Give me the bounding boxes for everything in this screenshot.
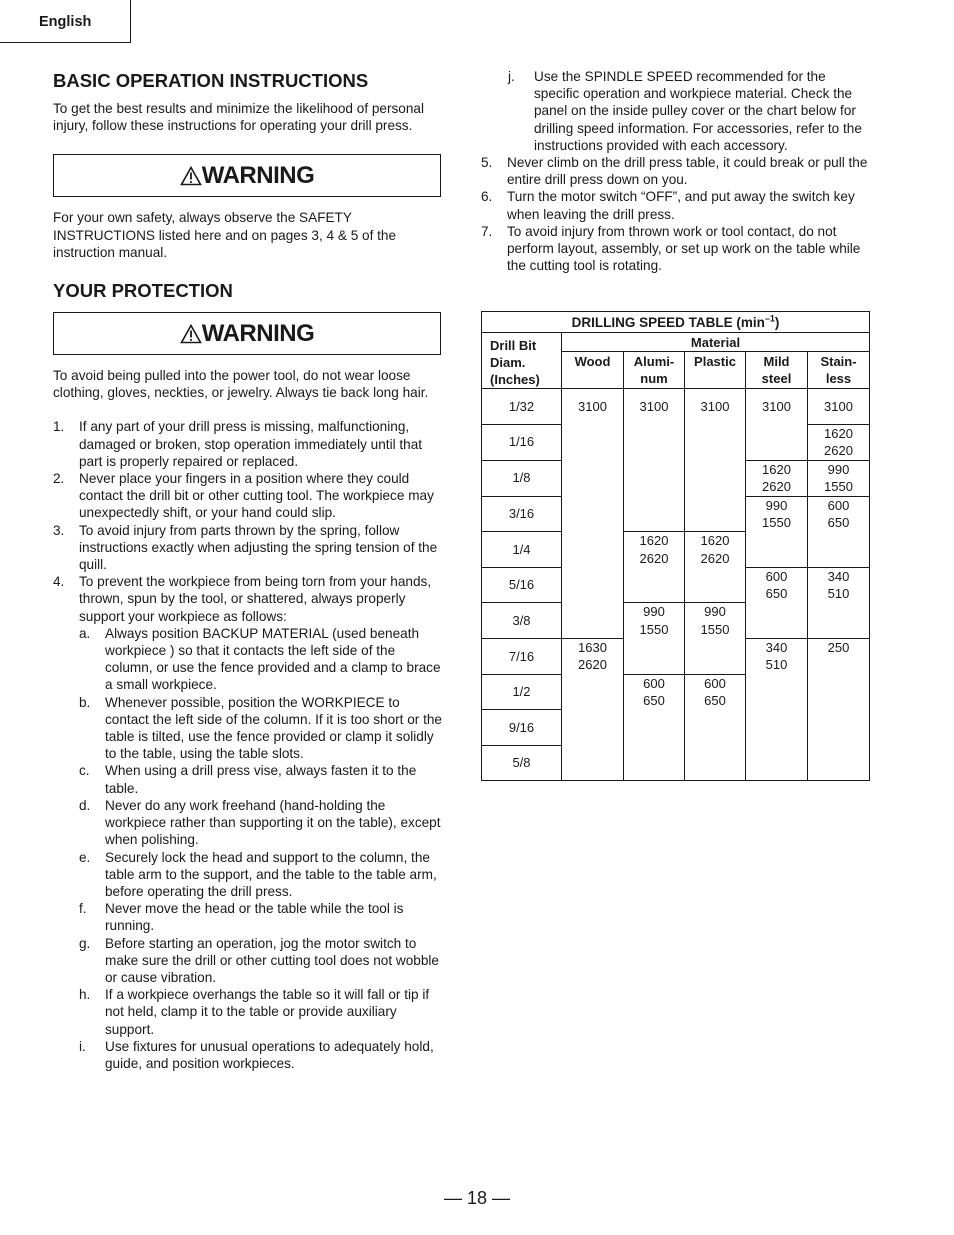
list-item: g. Before starting an operation, jog the motor switch to make sure the drill or other cutting tool does not wobble or cause vibration. bbox=[79, 935, 439, 985]
stainless-speed-cell: 990 1550 bbox=[808, 460, 870, 496]
list-item: e. Securely lock the head and support to the column, the table arm to the support, and the table to the table arm, before operating the drill press. bbox=[79, 849, 437, 899]
list-item: c. When using a drill press vise, always fasten it to the table. bbox=[79, 763, 417, 796]
wood-speed-cell: 1630 2620 bbox=[562, 638, 624, 780]
warning-triangle-icon bbox=[180, 166, 202, 186]
size-cell: 5/16 bbox=[482, 567, 562, 603]
mild-steel-speed-cell: 340 510 bbox=[746, 638, 808, 780]
plastic-speed-cell: 990 1550 bbox=[685, 603, 746, 674]
list-item: h. If a workpiece overhangs the table so it will fall or tip if not held, clamp it to the table or provide auxiliary support. bbox=[79, 987, 430, 1037]
warning-label-1: WARNING bbox=[201, 161, 315, 189]
page-number: — 18 — bbox=[443, 1188, 511, 1208]
instruction-list bbox=[53, 418, 443, 1072]
plastic-speed-cell: 3100 bbox=[685, 389, 746, 532]
size-cell: 1/4 bbox=[482, 532, 562, 568]
stainless-speed-cell: 250 bbox=[808, 638, 870, 780]
mild-steel-speed-cell: 990 1550 bbox=[746, 496, 808, 567]
spindle-speed-sublist bbox=[481, 68, 873, 154]
warning-label-2: WARNING bbox=[201, 319, 315, 347]
size-cell: 1/32 bbox=[482, 389, 562, 425]
aluminum-speed-cell: 600 650 bbox=[624, 674, 685, 781]
drill-bit-diameter-header: Drill Bit Diam. (Inches) bbox=[482, 333, 562, 389]
list-item: b. Whenever possible, position the WORKPIECE to contact the left side of the column. If it is too short or the table is tilted, use the fence provided or clamp it solidly to the table, using the table slots. bbox=[79, 694, 442, 762]
plastic-speed-cell: 600 650 bbox=[685, 674, 746, 781]
size-cell: 7/16 bbox=[482, 638, 562, 674]
mild-steel-speed-cell: 3100 bbox=[746, 389, 808, 461]
size-cell: 1/8 bbox=[482, 460, 562, 496]
section-heading-basic-operation: BASIC OPERATION INSTRUCTIONS bbox=[53, 70, 369, 91]
mild-steel-header: Mild steel bbox=[746, 352, 808, 389]
list-item: 3. To avoid injury from parts thrown by the spring, follow instructions exactly when adjusting the spring tension of the quill. bbox=[53, 522, 438, 573]
section-heading-your-protection: YOUR PROTECTION bbox=[53, 280, 233, 302]
list-item: 5. Never climb on the drill press table, it could break or pull the entire drill press down on you. bbox=[481, 155, 868, 188]
list-item: 1. If any part of your drill press is missing, malfunctioning, damaged or broken, stop operation immediately until that part is properly repaired or replaced. bbox=[53, 419, 423, 469]
table-title: DRILLING SPEED TABLE $(\min^{-1})$ bbox=[482, 312, 870, 333]
aluminum-speed-cell: 1620 2620 bbox=[624, 532, 685, 603]
protection-note-paragraph: To avoid being pulled into the power tool, do not wear loose clothing, gloves, neckties, or jewelry. Always tie back long hair. bbox=[53, 368, 429, 401]
left-column bbox=[53, 69, 443, 1072]
aluminum-header: Alumi- num bbox=[624, 352, 685, 389]
stainless-header: Stain- less bbox=[808, 352, 870, 389]
list-item: 2. Never place your fingers in a position where they could contact the drill bit or other cutting tool. The workpiece may unexpectedly shift, or your hand could slip. bbox=[53, 471, 434, 521]
wood-speed-cell: 3100 bbox=[562, 389, 624, 639]
list-item: i. Use fixtures for unusual operations to adequately hold, guide, and position workpieces. bbox=[79, 1038, 434, 1071]
mild-steel-speed-cell: 600 650 bbox=[746, 567, 808, 638]
warning-box-1 bbox=[53, 154, 441, 197]
mild-steel-speed-cell: 1620 2620 bbox=[746, 460, 808, 496]
plastic-header: Plastic bbox=[685, 352, 746, 389]
list-item: f. Never move the head or the table while the tool is running. bbox=[79, 901, 404, 934]
workpiece-support-sublist bbox=[79, 625, 443, 1072]
warning-box-2 bbox=[53, 312, 441, 355]
size-cell: 3/8 bbox=[482, 603, 562, 639]
language-label: English bbox=[39, 14, 92, 30]
language-tab bbox=[0, 0, 131, 43]
list-item: 4. To prevent the workpiece from being torn from your hands, thrown, spun by the tool, or shattered, always properly support your workpiece as follows: a. Always position BACKUP MATERIAL (used beneath workpiece ) so that it contacts the left side of the column, or use the fence provided and a clamp to brace a small workpiece. b. Whenever possible, position the WORKPIECE to contact the left side of the column. If it is too short or the table is tilted, use the fence provided or clamp it solidly to the table, using the table slots. c. When using a drill press vise, always fasten it to the table. d. Never do any work freehand (hand-holding the workpiece rather than supporting it on the table), except when polishing. e. Securely lock the head and support to the column, the table arm to the support, and the table to the table arm, before operating the drill press. f. Never move the head or the table while the tool is running. g. Before starting an operation, jog the motor switch to make sure the drill or other cutting tool does not wobble or cause vibration. h. If a workpiece overhangs the table so it will fall or tip if not held, clamp it to the table or provide auxiliary support. i. Use fixtures for unusual operations to adequately hold, guide, and position workpieces. bbox=[53, 574, 442, 1071]
stainless-speed-cell: 3100 bbox=[808, 389, 870, 425]
stainless-speed-cell: 1620 2620 bbox=[808, 424, 870, 460]
plastic-speed-cell: 1620 2620 bbox=[685, 532, 746, 603]
size-cell: 1/2 bbox=[482, 674, 562, 710]
size-cell: 9/16 bbox=[482, 710, 562, 746]
drilling-speed-table bbox=[481, 311, 870, 781]
material-header: Material bbox=[562, 333, 870, 352]
list-item: a. Always position BACKUP MATERIAL (used beneath workpiece ) so that it contacts the left side of the column, or use the fence provided and a clamp to brace a small workpiece. bbox=[79, 625, 441, 693]
aluminum-speed-cell: 3100 bbox=[624, 389, 685, 532]
list-item: 6. Turn the motor switch “OFF”, and put away the switch key when leaving the drill press. bbox=[481, 189, 855, 222]
stainless-speed-cell: 600 650 bbox=[808, 496, 870, 567]
intro-paragraph: To get the best results and minimize the likelihood of personal injury, follow these instructions for operating your drill press. bbox=[53, 101, 425, 134]
wood-header: Wood bbox=[562, 352, 624, 389]
aluminum-speed-cell: 990 1550 bbox=[624, 603, 685, 674]
list-item: d. Never do any work freehand (hand-holding the workpiece rather than supporting it on the table), except when polishing. bbox=[79, 797, 441, 848]
right-column bbox=[481, 68, 873, 274]
size-cell: 3/16 bbox=[482, 496, 562, 532]
size-cell: 1/16 bbox=[482, 424, 562, 460]
list-item: 7. To avoid injury from thrown work or tool contact, do not perform layout, assembly, or set up work on the table while the cutting tool is rotating. bbox=[481, 223, 861, 274]
list-item: j. Use the SPINDLE SPEED recommended for the specific operation and workpiece material. Check the panel on the inside pulley cover or the chart below for drilling speed information. For accessories, refer to the instructions provided with each accessory. bbox=[508, 69, 862, 153]
warning-triangle-icon bbox=[180, 324, 202, 344]
stainless-speed-cell: 340 510 bbox=[808, 567, 870, 638]
size-cell: 5/8 bbox=[482, 745, 562, 781]
instruction-list-continued bbox=[481, 154, 873, 274]
safety-note-paragraph: For your own safety, always observe the SAFETY INSTRUCTIONS listed here and on pages 3, 4 & 5 of the instruction manual. bbox=[53, 210, 397, 260]
